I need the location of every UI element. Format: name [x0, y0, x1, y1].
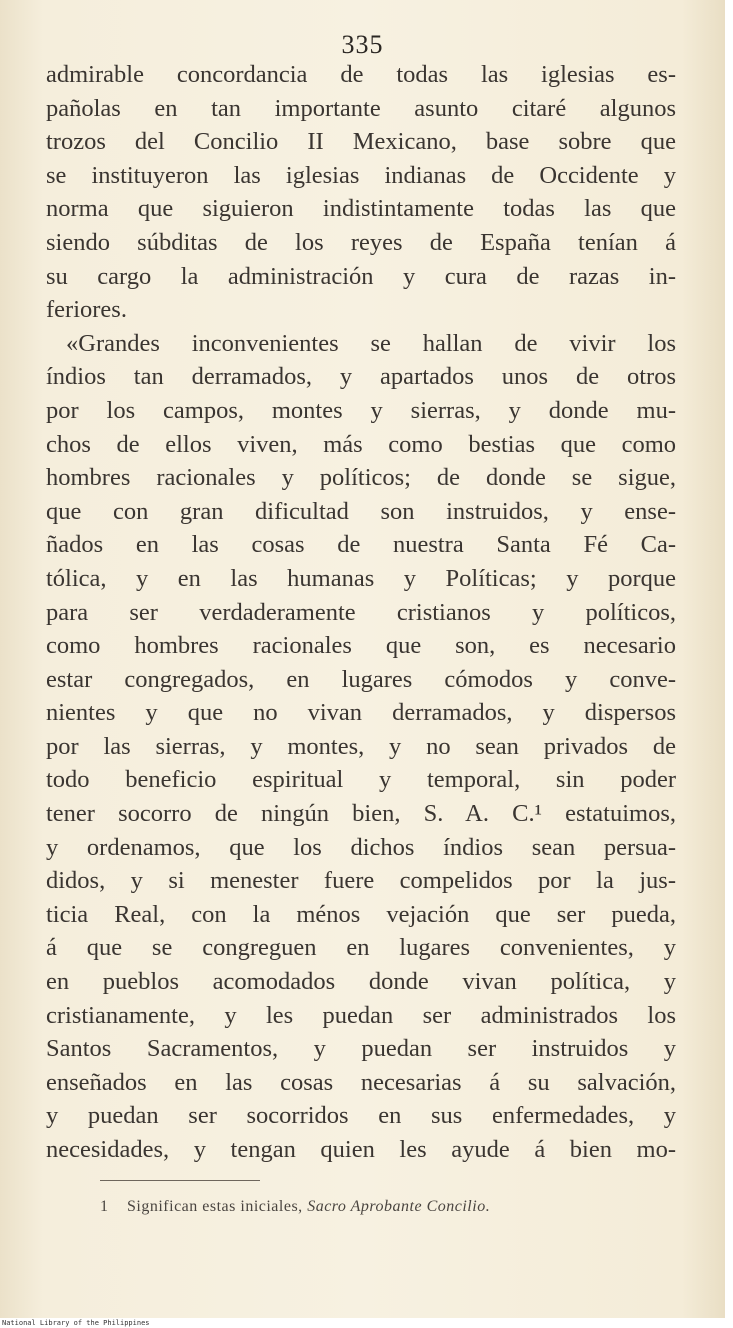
text-line: tólica, y en las humanas y Políticas; y porque: [46, 564, 676, 592]
text-line: chos de ellos viven, más como bestias que como: [46, 430, 676, 458]
page-number: 335: [341, 30, 384, 59]
text-line: todo beneficio espiritual y temporal, sin poder: [46, 766, 676, 794]
text-line: nientes y que no vivan derramados, y dispersos: [46, 699, 676, 727]
text-line: como hombres racionales que son, es necesario: [46, 632, 676, 660]
footnote-divider: [100, 1180, 260, 1181]
text-line: hombres racionales y políticos; de donde se sigue,: [46, 464, 676, 492]
text-line: á que se congreguen en lugares convenientes, y: [46, 934, 676, 962]
text-line: cristianamente, y les puedan ser administrados los: [46, 1001, 676, 1029]
text-line: y puedan ser socorridos en sus enfermedades, y: [46, 1102, 676, 1130]
text-line: trozos del Concilio II Mexicano, base sobre que: [46, 128, 676, 156]
text-line: estar congregados, en lugares cómodos y conve-: [46, 665, 676, 693]
text-line: en pueblos acomodados donde vivan política, y: [46, 968, 676, 996]
text-line: tener socorro de ningún bien, S. A. C.¹ estatuimos,: [46, 800, 676, 828]
text-line: por los campos, montes y sierras, y donde mu-: [46, 396, 676, 424]
text-line: feriores.: [46, 296, 127, 324]
body-text: [46, 58, 676, 1167]
text-line: y ordenamos, que los dichos índios sean persua-: [46, 833, 676, 861]
text-line: norma que siguieron indistintamente todas las que: [46, 195, 676, 223]
text-line: ticia Real, con la ménos vejación que ser pueda,: [46, 900, 676, 928]
footnote: [100, 1198, 490, 1216]
library-credit: National Library of the Philippines: [2, 1319, 150, 1327]
text-line: «Grandes inconvenientes se hallan de vivir los: [66, 329, 676, 357]
footnote-text: Significan estas iniciales,: [127, 1198, 303, 1215]
footnote-italic-text: Sacro Aprobante Concilio.: [307, 1198, 491, 1215]
text-line: admirable concordancia de todas las iglesias es-: [46, 61, 676, 88]
text-line: índios tan derramados, y apartados unos de otros: [46, 363, 676, 391]
text-line: pañolas en tan importante asunto citaré algunos: [46, 94, 676, 122]
text-line: siendo súbditas de los reyes de España tenían á: [46, 228, 676, 256]
text-line: su cargo la administración y cura de razas in-: [46, 262, 676, 290]
text-line: que con gran dificultad son instruidos, y ense-: [46, 497, 676, 525]
text-line: enseñados en las cosas necesarias á su salvación,: [46, 1068, 676, 1096]
text-line: se instituyeron las iglesias indianas de Occidente y: [46, 161, 676, 189]
text-line: necesidades, y tengan quien les ayude á bien mo-: [46, 1136, 676, 1163]
footnote-number: 1: [100, 1198, 109, 1215]
text-line: por las sierras, y montes, y no sean privados de: [46, 732, 676, 760]
text-line: para ser verdaderamente cristianos y políticos,: [46, 598, 676, 626]
text-line: didos, y si menester fuere compelidos por la jus-: [46, 867, 676, 895]
text-line: Santos Sacramentos, y puedan ser instruidos y: [46, 1035, 676, 1063]
text-line: ñados en las cosas de nuestra Santa Fé Ca-: [46, 531, 676, 559]
